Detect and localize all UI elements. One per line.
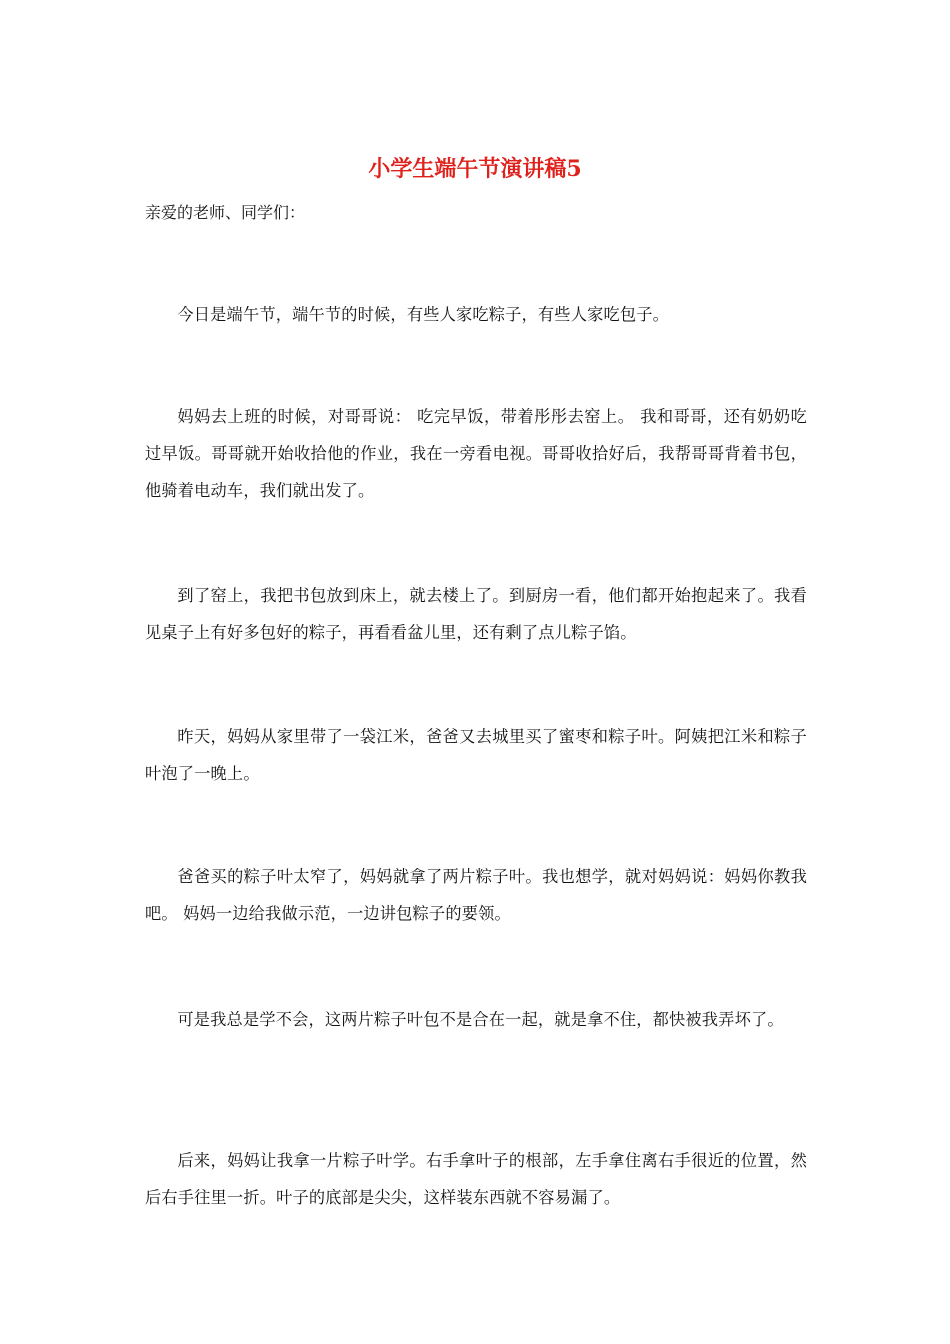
paragraph-2: 妈妈去上班的时候，对哥哥说： 吃完早饭，带着彤彤去窑上。 我和哥哥，还有奶奶吃过早饭。哥哥就开始收拾他的作业，我在一旁看电视。哥哥收拾好后，我帮哥哥背着书包，他骑着电动车，我们就出发了。: [145, 407, 807, 500]
salutation: 亲爱的老师、同学们：: [145, 203, 306, 222]
paragraph-5: 爸爸买的粽子叶太窄了，妈妈就拿了两片粽子叶。我也想学，就对妈妈说：妈妈你教我吧。 妈妈一边给我做示范，一边讲包粽子的要领。: [145, 867, 807, 923]
paragraph-3: 到了窑上，我把书包放到床上，就去楼上了。到厨房一看，他们都开始抱起来了。我看见桌子上有好多包好的粽子，再看看盆儿里，还有剩了点儿粽子馅。: [145, 586, 807, 642]
paragraph-4: 昨天，妈妈从家里带了一袋江米，爸爸又去城里买了蜜枣和粽子叶。阿姨把江米和粽子叶泡了一晚上。: [145, 727, 807, 783]
paragraph-1: 今日是端午节，端午节的时候，有些人家吃粽子，有些人家吃包子。: [177, 305, 670, 324]
paragraph-7: 后来，妈妈让我拿一片粽子叶学。右手拿叶子的根部，左手拿住离右手很近的位置，然后右手往里一折。叶子的底部是尖尖，这样装东西就不容易漏了。: [145, 1151, 807, 1207]
paragraph-6: 可是我总是学不会，这两片粽子叶包不是合在一起，就是拿不住，都快被我弄坏了。: [177, 1010, 784, 1029]
document-title: 小学生端午节演讲稿5: [368, 156, 582, 182]
